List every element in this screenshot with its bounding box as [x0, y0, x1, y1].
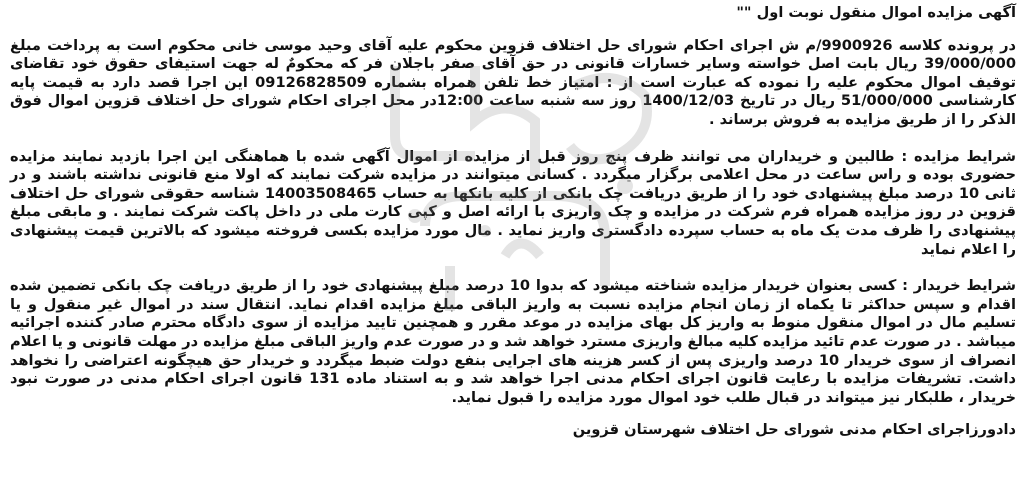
case-details-paragraph: در پرونده کلاسه 9900926/م ش اجرای احکام شورای حل اختلاف قزوین محکوم علیه آقای وحید موسی خانی محکوم است به پرداخت مبلغ 39/000/000 ریال بابت اصل خواسته وسایر خسارات قانونی در حق آقای صفر باجلان فر که محکومٌ له جهت استیفای حقوق خود تقاضای توقیف اموال محکوم علیه را نموده که عبارت است از : امتیاز خط تلفن همراه بشماره 09126828509 این اجرا قصد دارد به قیمت پایه کارشناسی 51/000/000 ریال در تاریخ 1400/12/03 روز سه شنبه ساعت 12:00در محل اجرای احکام شورای حل اختلاف قزوین اموال فوق الذکر را از طریق مزایده به فروش برساند .	[10, 36, 1017, 128]
buyer-conditions-paragraph: شرایط خریدار : کسی بعنوان خریدار مزایده شناخته میشود که بدوا 10 درصد مبلغ پیشنهادی خود را از طریق دریافت چک بانکی تضمین شده اقدام و سپس حداکثر تا یکماه از زمان انجام مزایده نسبت به واریز الباقی مبلغ مزایده اقدام نماید. انتقال سند در اموال غیر منقول و یا تسلیم مال در اموال منقول منوط به واریز کل بهای مزایده در موعد مقرر و همچنین تایید مزایده از سوی دادگاه محترم صادر کننده اجرائیه میباشد . در صورت عدم تائید مزایده کلیه مبالغ واریزی مسترد خواهد شد و در صورت عدم واریز الباقی مبلغ مزایده در مهلت قانونی و یا اعلام انصراف از سوی خریدار 10 درصد واریزی پس از کسر هزینه های اجرایی بنفع دولت ضبط میگردد و خریدار حق هیچگونه اعتراضی را نخواهد داشت. تشریفات مزایده با رعایت قانون اجرای احکام مدنی اجرا خواهد شد و به استناد ماده 131 قانون اجرای احکام مدنی در صورت نبود خریدار ، طلبکار نیز میتواند در قبال طلب خود اموال مورد مزایده را قبول نماید.	[10, 277, 1016, 406]
issuer-signature: دادورزاجرای احکام مدنی شورای حل اختلاف شهرستان قزوین	[572, 421, 1016, 439]
notice-title: آگهی مزایده اموال منقول نوبت اول ""	[736, 4, 1016, 21]
auction-conditions-paragraph: شرایط مزایده : طالبین و خریداران می توانند ظرف پنج روز قبل از مزایده از اموال آگهی شده با هماهنگی این اجرا بازدید نمایند مزایده حضوری بوده و راس ساعت در محل اعلامی برگزار میگردد . کسانی میتوانند در مزایده شرکت نمایند که اولا منع قانونی نداشته باشند و در ثانی 10 درصد مبلغ پیشنهادی خود را از طریق دریافت چک بانکی از کلیه بانکها به حساب 14003508465 شناسه حقوقی شورای حل اختلاف قزوین در روز مزایده همراه فرم شرکت در مزایده و چک واریزی با ارائه اصل و کپی کارت ملی در داخل پاکت شرکت نمایند . و مابقی مبلغ پیشنهادی را ظرف مدت یک ماه به حساب سپرده دادگستری واریز نماید . مال مورد مزایده بکسی فروخته میشود که بالاترین قیمت پیشنهادی را اعلام نماید	[10, 147, 1016, 258]
